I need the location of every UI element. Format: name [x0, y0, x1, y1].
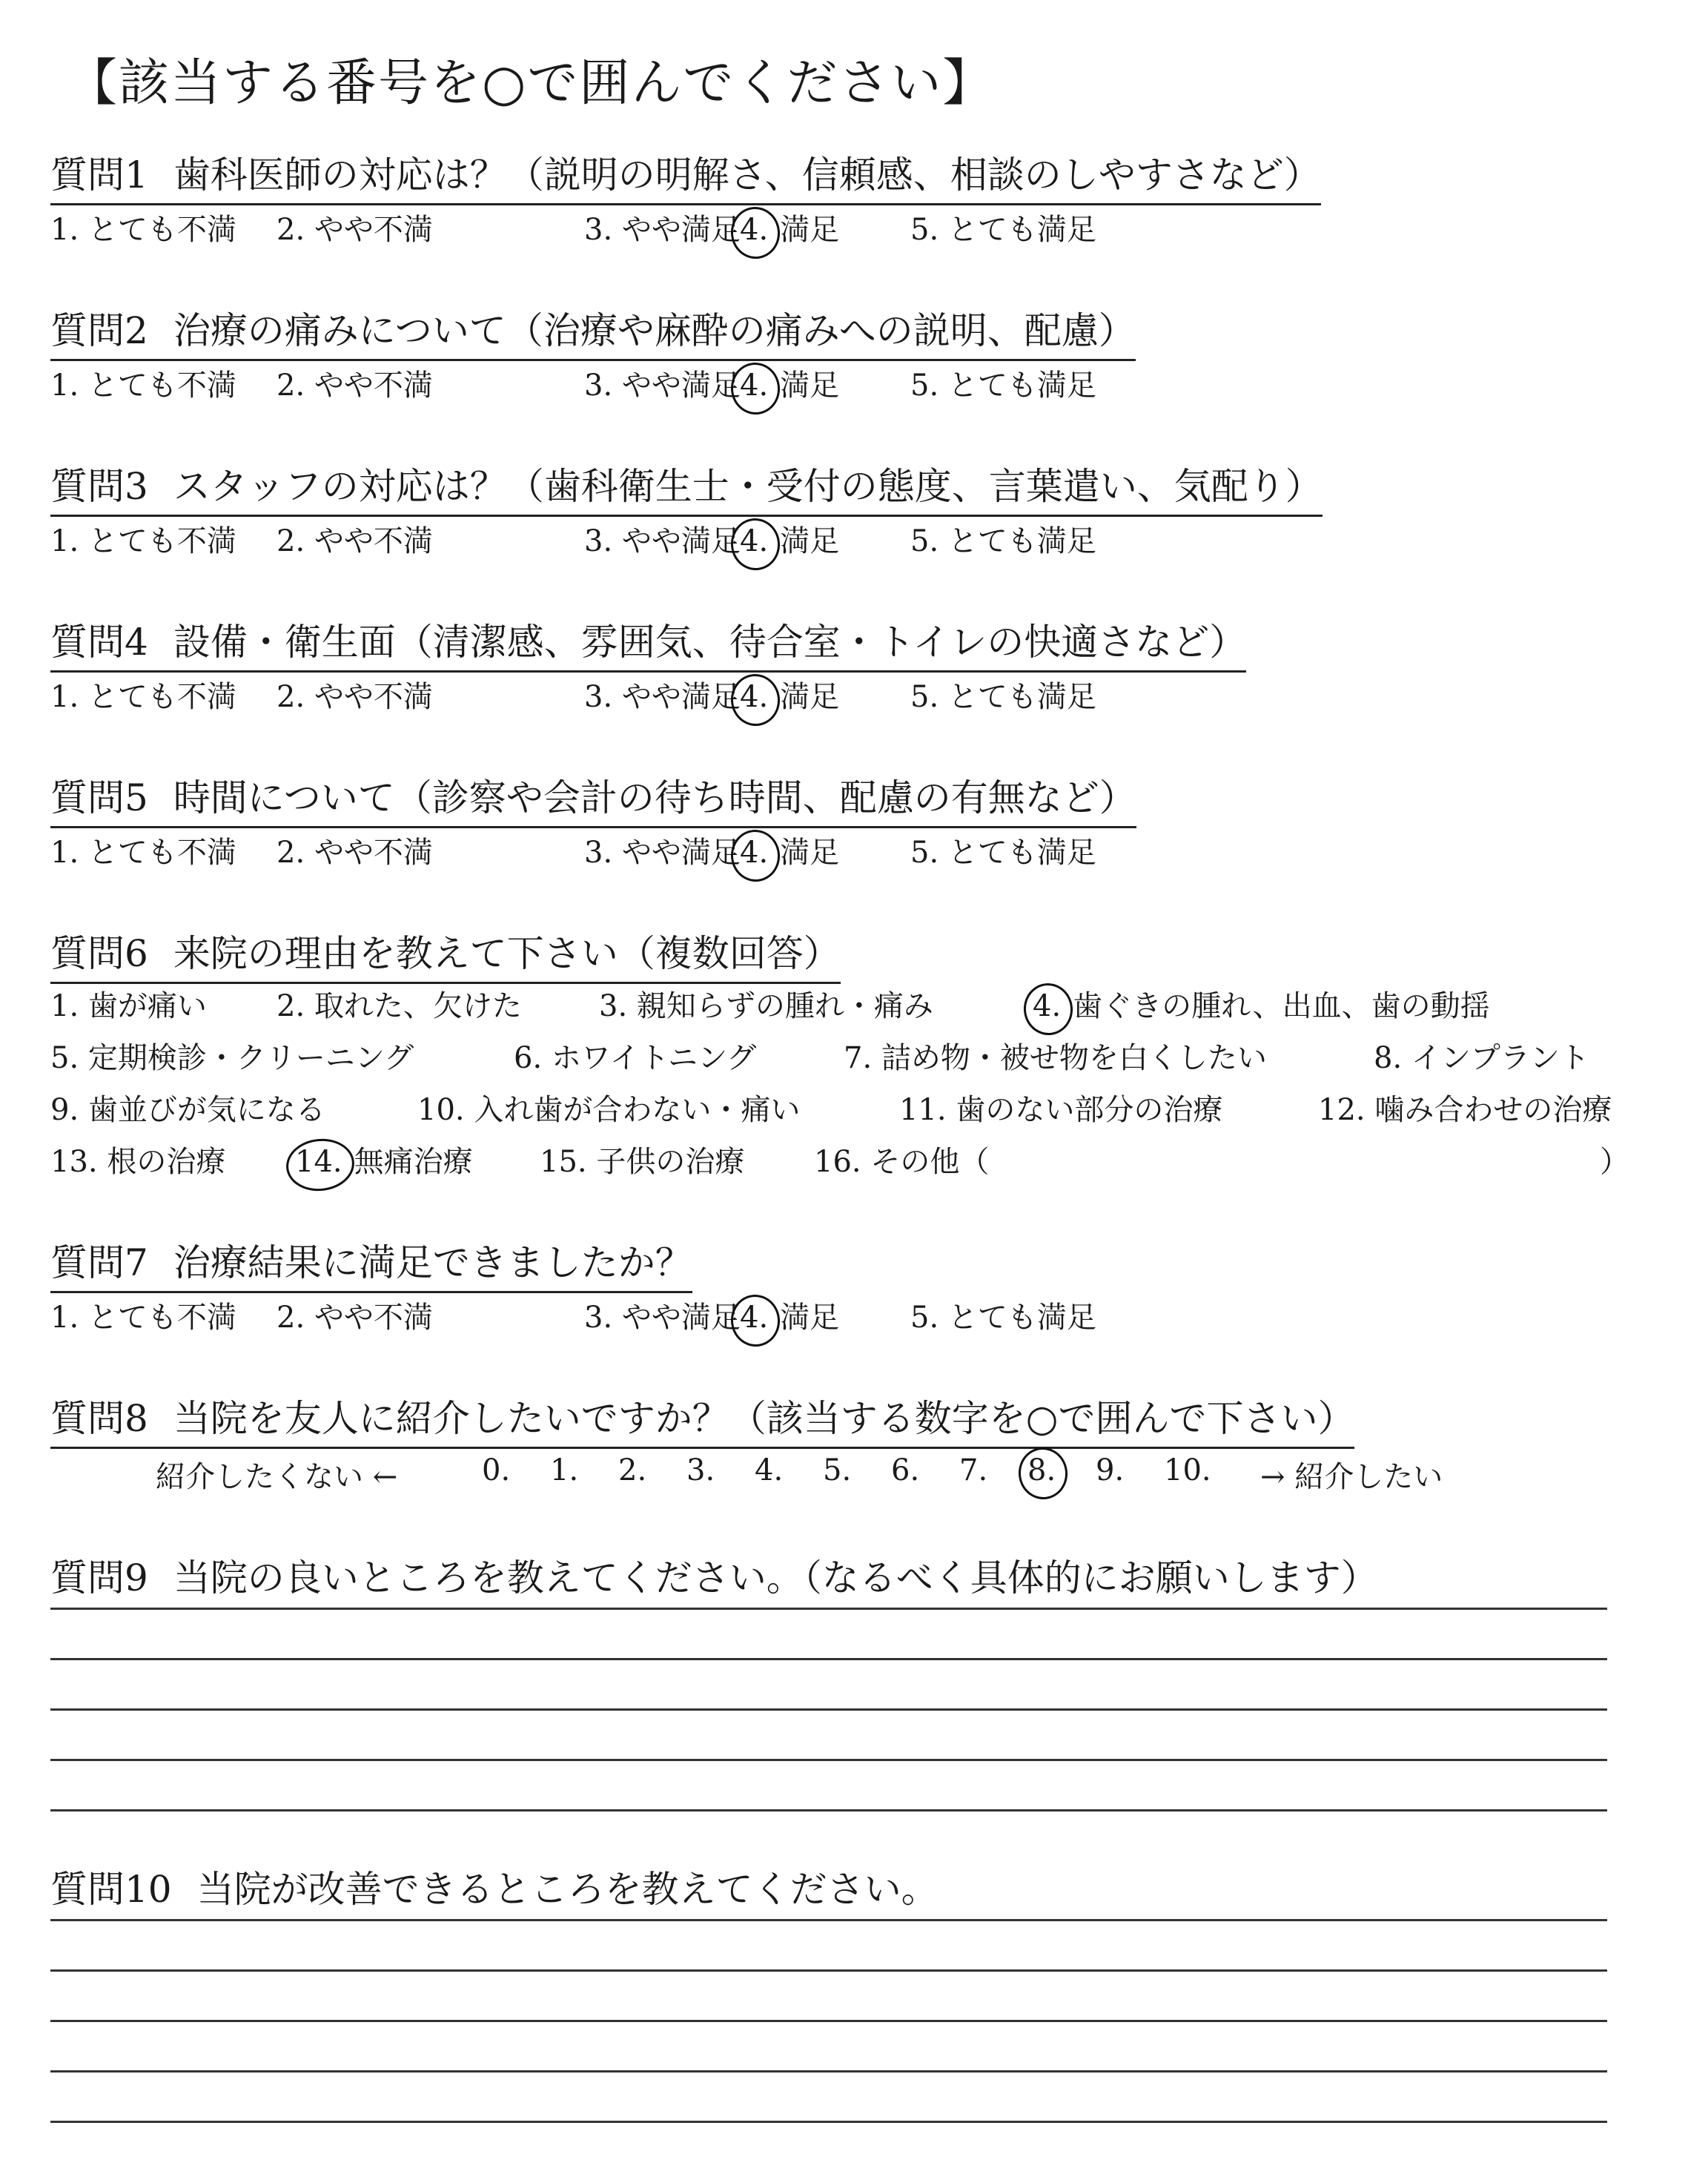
- option-label: 満足: [780, 836, 840, 870]
- question-text: 治療結果に満足できましたか？: [173, 1241, 692, 1284]
- nps-right-label: → 紹介したい: [1260, 1460, 1443, 1494]
- question-text: 歯科医師の対応は？（説明の明解さ、信頼感、相談のしやすさなど）: [173, 153, 1321, 196]
- option-number: 4.: [740, 680, 769, 714]
- option-number: 4.: [740, 1301, 769, 1335]
- question-text: 治療の痛みについて（治療や麻酔の痛みへの説明、配慮）: [173, 309, 1136, 352]
- option-number: 6.: [891, 1453, 920, 1487]
- answer-line[interactable]: [50, 2121, 1607, 2123]
- q6-option-11[interactable]: 11. 歯のない部分の治療: [899, 1093, 1223, 1127]
- option-number: 4.: [755, 1453, 784, 1487]
- nps-option-10[interactable]: [1164, 1453, 1211, 1487]
- question-number: 質問4: [50, 621, 148, 664]
- rating-option-5[interactable]: 5. とても満足: [910, 680, 1096, 714]
- nps-option-3[interactable]: [686, 1453, 715, 1487]
- option-number: 8.: [1027, 1453, 1056, 1487]
- option-number: 3.: [686, 1453, 715, 1487]
- question-title: [50, 1860, 939, 1918]
- nps-option-9[interactable]: [1096, 1453, 1124, 1487]
- question-title: [50, 612, 1246, 673]
- question-number: 質問6: [50, 932, 148, 975]
- rating-option-2[interactable]: 2. やや不満: [277, 524, 433, 558]
- option-label: 満足: [780, 1301, 840, 1335]
- nps-option-5[interactable]: [823, 1453, 851, 1487]
- nps-option-4[interactable]: [755, 1453, 783, 1487]
- q6-option-2[interactable]: 2. 取れた、欠けた: [277, 989, 522, 1023]
- question-title: [50, 1548, 1378, 1606]
- rating-option-1[interactable]: 1. とても不満: [50, 369, 236, 403]
- question-text: スタッフの対応は？（歯科衛生士・受付の態度、言葉遣い、気配り）: [173, 465, 1323, 508]
- rating-option-4[interactable]: [740, 829, 839, 871]
- rating-option-2[interactable]: 2. やや不満: [277, 1301, 433, 1335]
- nps-option-6[interactable]: [891, 1453, 919, 1487]
- question-title: [50, 301, 1136, 361]
- option-label: 歯ぐきの腫れ、出血、歯の動揺: [1073, 989, 1490, 1023]
- option-number: 9.: [1096, 1453, 1125, 1487]
- option-number: 5.: [823, 1453, 852, 1487]
- rating-option-4[interactable]: [740, 1294, 839, 1336]
- question-number: 質問10: [50, 1868, 172, 1911]
- question-text: 来院の理由を教えて下さい（複数回答）: [173, 932, 841, 975]
- question-title: [50, 145, 1321, 205]
- option-number: 14.: [295, 1145, 342, 1179]
- option-label: 満足: [780, 524, 840, 558]
- rating-option-3[interactable]: 3. やや満足: [584, 680, 741, 714]
- q6-option-12[interactable]: 12. 噛み合わせの治療: [1318, 1093, 1612, 1127]
- rating-option-2[interactable]: 2. やや不満: [277, 836, 433, 870]
- q6-option-7[interactable]: 7. 詰め物・被せ物を白くしたい: [844, 1041, 1267, 1075]
- option-number: 10.: [1164, 1453, 1211, 1487]
- question-title: [50, 924, 841, 984]
- rating-option-1[interactable]: 1. とても不満: [50, 680, 236, 714]
- rating-option-1[interactable]: 1. とても不満: [50, 1301, 236, 1335]
- answer-line[interactable]: [50, 1608, 1607, 1610]
- rating-option-3[interactable]: 3. やや満足: [584, 1301, 741, 1335]
- question-title: [50, 1389, 1354, 1449]
- question-number: 質問3: [50, 465, 148, 508]
- rating-option-3[interactable]: 3. やや満足: [584, 836, 741, 870]
- answer-line[interactable]: [50, 1809, 1607, 1811]
- option-number: 4.: [740, 369, 769, 403]
- question-number: 質問5: [50, 776, 148, 819]
- rating-option-5[interactable]: 5. とても満足: [910, 213, 1096, 247]
- q6-option-15[interactable]: 15. 子供の治療: [540, 1145, 745, 1179]
- q6-option-8[interactable]: 8. インプラント: [1374, 1041, 1589, 1075]
- nps-option-2[interactable]: [618, 1453, 646, 1487]
- answer-line[interactable]: [50, 1919, 1607, 1921]
- option-number: 2.: [618, 1453, 647, 1487]
- q6-option-9[interactable]: 9. 歯並びが気になる: [50, 1093, 325, 1127]
- rating-option-2[interactable]: 2. やや不満: [277, 369, 433, 403]
- q6-option-13[interactable]: 13. 根の治療: [50, 1145, 226, 1179]
- nps-option-1[interactable]: [550, 1453, 578, 1487]
- rating-option-5[interactable]: 5. とても満足: [910, 524, 1096, 558]
- answer-line[interactable]: [50, 2020, 1607, 2022]
- rating-option-1[interactable]: 1. とても不満: [50, 524, 236, 558]
- q6-option-10[interactable]: 10. 入れ歯が合わない・痛い: [417, 1093, 801, 1127]
- nps-left-label: 紹介したくない ←: [156, 1460, 398, 1494]
- question-number: 質問9: [50, 1556, 148, 1599]
- q6-option-6[interactable]: 6. ホワイトニング: [514, 1041, 757, 1075]
- nps-option-0[interactable]: [482, 1453, 510, 1487]
- question-number: 質問8: [50, 1397, 148, 1440]
- question-title: [50, 457, 1323, 517]
- option-label: 満足: [780, 369, 840, 403]
- option-number: 7.: [959, 1453, 988, 1487]
- option-number: 1.: [550, 1453, 579, 1487]
- option-number: 4.: [740, 836, 769, 870]
- rating-option-4[interactable]: [740, 362, 839, 404]
- q6-other-close-paren: ）: [1600, 1145, 1629, 1179]
- q6-option-4[interactable]: [1033, 982, 1490, 1025]
- nps-option-8[interactable]: [1027, 1453, 1056, 1487]
- q6-option-14[interactable]: [295, 1138, 473, 1180]
- rating-option-5[interactable]: 5. とても満足: [910, 1301, 1096, 1335]
- nps-option-7[interactable]: [959, 1453, 987, 1487]
- question-text: 時間について（診察や会計の待ち時間、配慮の有無など）: [173, 776, 1136, 819]
- rating-option-3[interactable]: 3. やや満足: [584, 524, 741, 558]
- rating-option-5[interactable]: 5. とても満足: [910, 836, 1096, 870]
- question-text: 当院を友人に紹介したいですか？（該当する数字を○で囲んで下さい）: [173, 1397, 1355, 1440]
- rating-option-1[interactable]: 1. とても不満: [50, 213, 236, 247]
- question-number: 質問1: [50, 153, 148, 196]
- option-number: 4.: [740, 524, 769, 558]
- question-text: 当院が改善できるところを教えてください。: [196, 1868, 939, 1911]
- rating-option-2[interactable]: 2. やや不満: [277, 680, 433, 714]
- rating-option-3[interactable]: 3. やや満足: [584, 369, 741, 403]
- q6-option-5[interactable]: 5. 定期検診・クリーニング: [50, 1041, 414, 1075]
- option-number: 0.: [482, 1453, 511, 1487]
- question-number: 質問7: [50, 1241, 148, 1284]
- answer-line[interactable]: [50, 2070, 1607, 2073]
- question-text: 設備・衛生面（清潔感、雰囲気、待合室・トイレの快適さなど）: [173, 621, 1247, 664]
- page-title: 【該当する番号を○で囲んでください】: [67, 54, 995, 113]
- question-number: 質問2: [50, 309, 148, 352]
- option-label: 満足: [780, 680, 840, 714]
- q6-option-16[interactable]: 16. その他（: [814, 1145, 990, 1179]
- answer-line[interactable]: [50, 1708, 1607, 1711]
- option-number: 4.: [1033, 989, 1062, 1023]
- question-title: [50, 768, 1136, 828]
- rating-option-4[interactable]: [740, 518, 839, 560]
- option-label: 無痛治療: [354, 1145, 473, 1179]
- rating-option-5[interactable]: 5. とても満足: [910, 369, 1096, 403]
- option-number: 4.: [740, 213, 769, 247]
- rating-option-1[interactable]: 1. とても不満: [50, 836, 236, 870]
- question-text: 当院の良いところを教えてください。（なるべく具体的にお願いします）: [173, 1556, 1378, 1599]
- option-label: 満足: [780, 213, 840, 247]
- q6-option-1[interactable]: 1. 歯が痛い: [50, 989, 207, 1023]
- rating-option-2[interactable]: 2. やや不満: [277, 213, 433, 247]
- question-title: [50, 1233, 692, 1293]
- rating-option-4[interactable]: [740, 673, 839, 716]
- q6-option-3[interactable]: 3. 親知らずの腫れ・痛み: [599, 989, 933, 1023]
- rating-option-3[interactable]: 3. やや満足: [584, 213, 741, 247]
- answer-line[interactable]: [50, 1969, 1607, 1972]
- answer-line[interactable]: [50, 1759, 1607, 1761]
- rating-option-4[interactable]: [740, 206, 839, 248]
- answer-line[interactable]: [50, 1658, 1607, 1660]
